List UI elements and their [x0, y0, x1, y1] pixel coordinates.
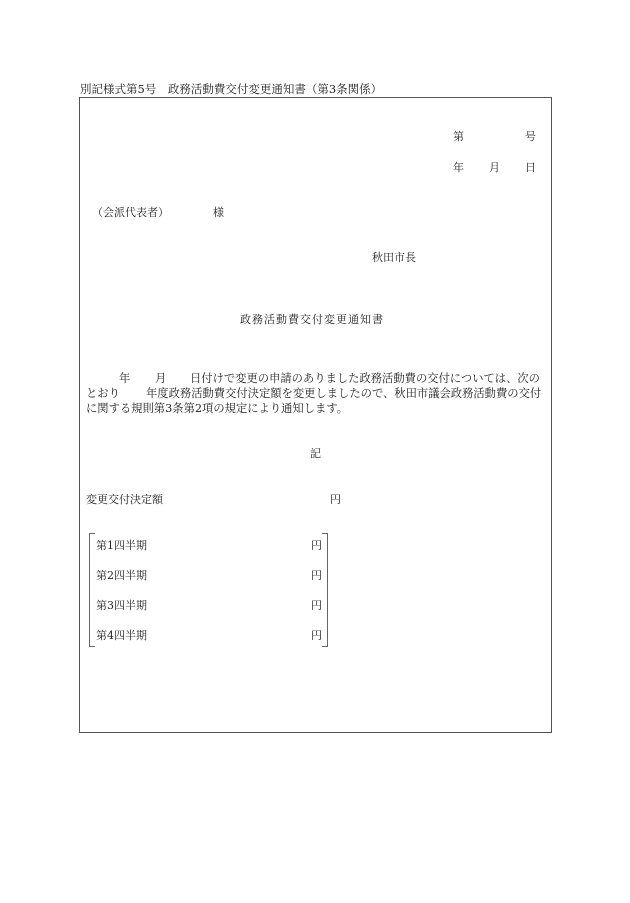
body-line-1: 日付けで変更の申請のありました政務活動費の交付については、次の: [190, 372, 540, 385]
quarter-1-label: 第1四半期: [96, 539, 147, 552]
body-month: 月: [155, 372, 167, 385]
quarter-4-unit: 円: [311, 629, 322, 642]
quarter-2-unit: 円: [311, 569, 322, 582]
body-line-2-start: とおり: [86, 387, 120, 400]
addressee-label: （会派代表者）: [92, 206, 169, 219]
quarter-3-label: 第3四半期: [96, 599, 147, 612]
quarter-3-unit: 円: [311, 599, 322, 612]
number-suffix: 号: [525, 130, 536, 143]
quarter-2-label: 第2四半期: [96, 569, 147, 582]
addressee-honorific: 様: [213, 206, 224, 219]
document-title: 政務活動費交付変更通知書: [240, 313, 384, 326]
issuer: 秋田市長: [372, 251, 416, 264]
quarter-1-unit: 円: [311, 539, 322, 552]
ki-heading: 記: [310, 447, 321, 460]
date-month: 月: [489, 161, 500, 174]
body-line-2: 年度政務活動費交付決定額を変更しましたので、秋田市議会政務活動費の交付: [146, 387, 542, 400]
bracket-left: [89, 533, 95, 647]
bracket-right: [322, 533, 328, 647]
form-header: 別記様式第5号 政務活動費交付変更通知書（第3条関係）: [80, 82, 383, 96]
amount-unit: 円: [330, 493, 341, 506]
date-day: 日: [525, 161, 536, 174]
amount-label: 変更交付決定額: [86, 493, 163, 506]
quarter-4-label: 第4四半期: [96, 629, 147, 642]
date-year: 年: [453, 161, 464, 174]
body-line-3: に関する規則第3条第2項の規定により通知します。: [86, 402, 349, 415]
body-year: 年: [119, 372, 131, 385]
number-prefix: 第: [453, 130, 464, 143]
